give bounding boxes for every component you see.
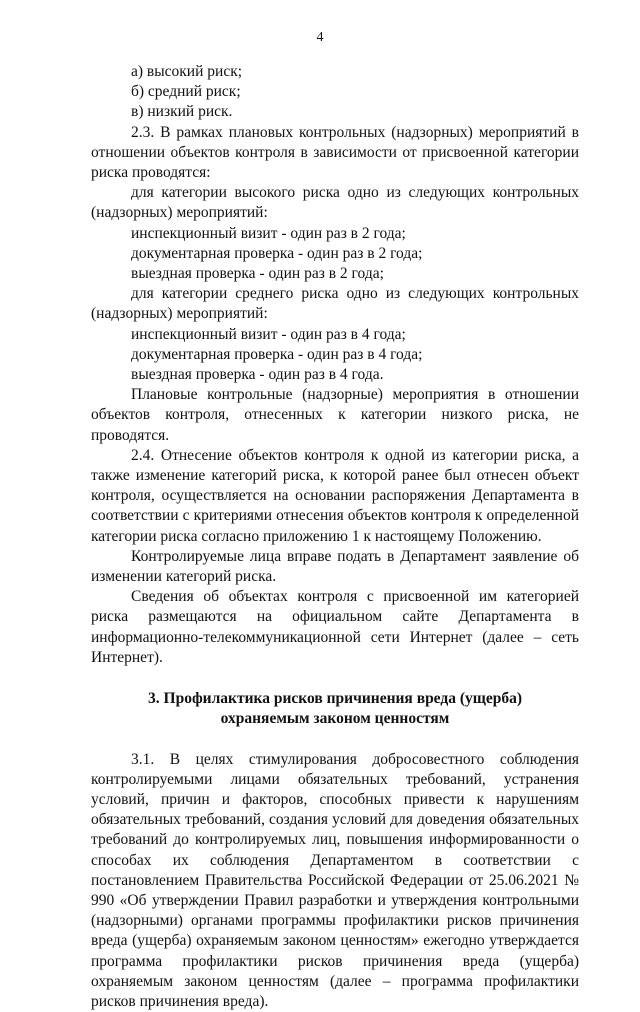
- document-body: [91, 62, 579, 1012]
- paragraph-2-3-intro: 2.3. В рамках плановых контрольных (надзорных) мероприятий в отношении объектов контроля в зависимости от присвоенной категории риска проводятся:: [91, 123, 579, 184]
- paragraph-2-4: 2.4. Отнесение объектов контроля к одной из категории риска, а также изменение категорий риска, к которой ранее был отнесен объект контроля, осуществляется на основании распоряжения Департамента в соответствии с критериями отнесения объектов контроля к определенной категории риска согласно приложению 1 к настоящему Положению.: [91, 446, 579, 547]
- section-3-heading: [91, 689, 579, 729]
- medium-risk-item-onsite: выездная проверка - один раз в 4 года.: [91, 365, 579, 385]
- section-3-heading-line-2: охраняемым законом ценностям: [221, 710, 450, 727]
- high-risk-intro: для категории высокого риска одно из следующих контрольных (надзорных) мероприятий:: [91, 183, 579, 223]
- medium-risk-intro: для категории среднего риска одно из следующих контрольных (надзорных) мероприятий:: [91, 284, 579, 324]
- high-risk-item-inspection: инспекционный визит - один раз в 2 года;: [91, 224, 579, 244]
- low-risk-note: Плановые контрольные (надзорные) мероприятия в отношении объектов контроля, отнесенных к категории низкого риска, не проводятся.: [91, 385, 579, 446]
- section-3-heading-line-1: 3. Профилактика рисков причинения вреда (ущерба): [148, 690, 522, 707]
- medium-risk-item-documentary: документарная проверка - один раз в 4 года;: [91, 345, 579, 365]
- risk-level-high: а) высокий риск;: [91, 62, 579, 82]
- page-number: 4: [0, 30, 640, 46]
- high-risk-item-documentary: документарная проверка - один раз в 2 года;: [91, 244, 579, 264]
- paragraph-2-4-application: Контролируемые лица вправе подать в Департамент заявление об изменении категорий риска.: [91, 547, 579, 587]
- risk-level-medium: б) средний риск;: [91, 82, 579, 102]
- paragraph-2-4-publication: Сведения об объектах контроля с присвоенной им категорией риска размещаются на официальном сайте Департамента в информационно-телекоммуникационной сети Интернет (далее – сеть Интернет).: [91, 587, 579, 668]
- medium-risk-item-inspection: инспекционный визит - один раз в 4 года;: [91, 325, 579, 345]
- paragraph-3-1: 3.1. В целях стимулирования добросовестного соблюдения контролируемыми лицами обязательных требований, устранения условий, причин и факторов, способных привести к нарушениям обязательных требований, создания условий для доведения обязательных требований до контролируемых лиц, повышения информированности о способах их соблюдения Департаментом в соответствии с постановлением Правительства Российской Федерации от 25.06.2021 № 990 «Об утверждении Правил разработки и утверждения контрольными (надзорными) органами программы профилактики рисков причинения вреда (ущерба) охраняемым законом ценностям» ежегодно утверждается программа профилактики рисков причинения вреда (ущерба) охраняемым законом ценностям (далее – программа профилактики рисков причинения вреда).: [91, 750, 579, 1012]
- risk-level-low: в) низкий риск.: [91, 102, 579, 122]
- high-risk-item-onsite: выездная проверка - один раз в 2 года;: [91, 264, 579, 284]
